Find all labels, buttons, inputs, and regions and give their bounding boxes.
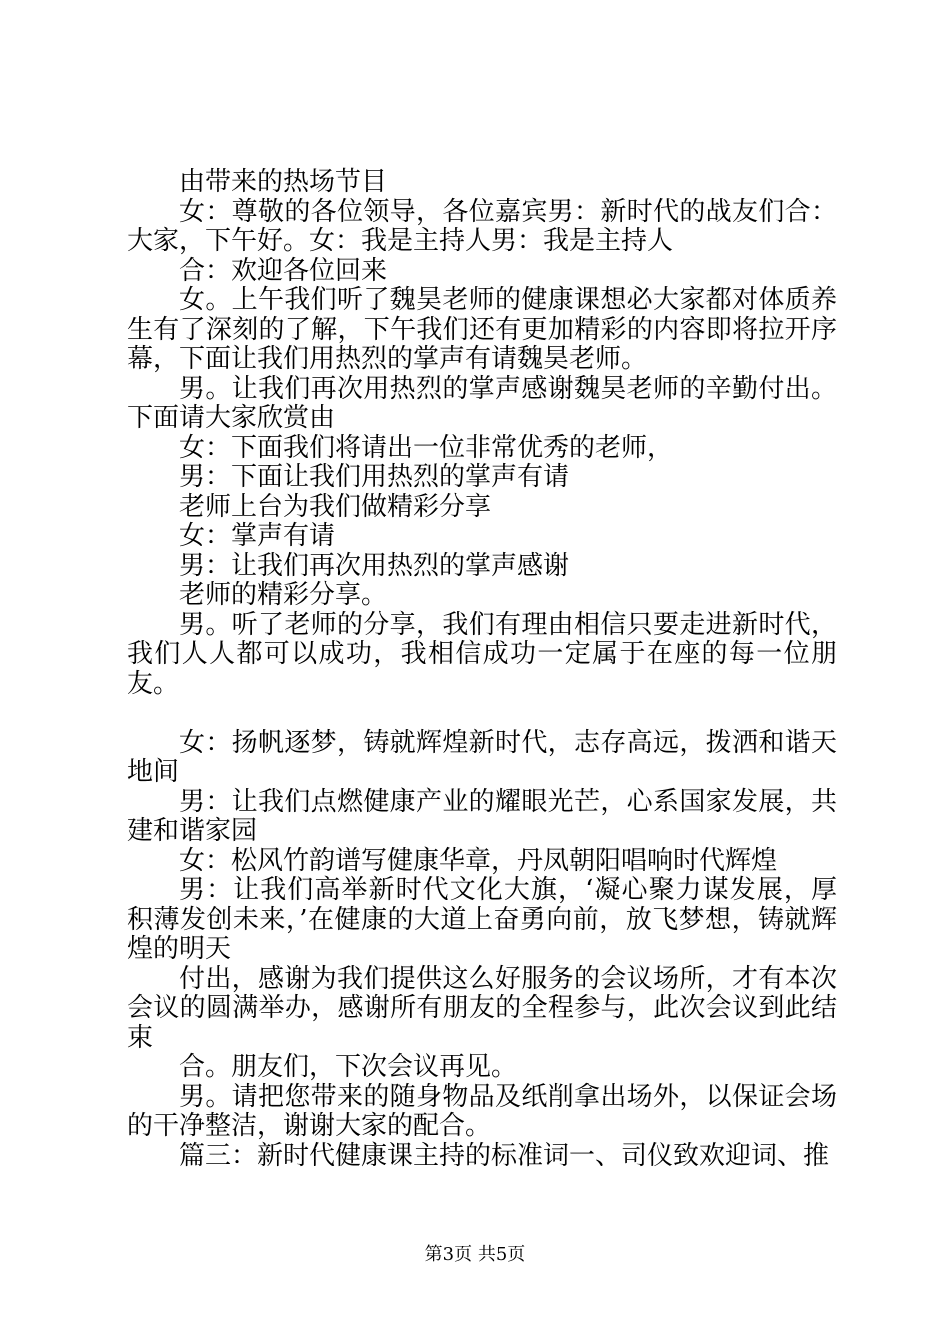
paragraph: 男。听了老师的分享，我们有理由相信只要走进新时代，我们人人都可以成功，我相信成功一定属于在座的每一位朋友。 bbox=[127, 609, 837, 699]
paragraph: 女：下面我们将请出一位非常优秀的老师， bbox=[179, 432, 674, 463]
page-number-footer: 第3页 共5页 bbox=[424, 1244, 526, 1265]
paragraph: 付出，感谢为我们提供这么好服务的会议场所，才有本次会议的圆满举办，感谢所有朋友的全程参与，此次会议到此结束 bbox=[127, 963, 837, 1053]
paragraph: 男：让我们点燃健康产业的耀眼光芒，心系国家发展，共建和谐家园 bbox=[127, 786, 837, 846]
paragraph: 合：欢迎各位回来 bbox=[179, 255, 388, 286]
blank-line bbox=[127, 699, 837, 729]
paragraph: 合。朋友们，下次会议再见。 bbox=[179, 1052, 518, 1082]
paragraph: 女：掌声有请 bbox=[179, 521, 336, 551]
paragraph: 篇三：新时代健康课主持的标准词一、司仪致欢迎词、推 bbox=[179, 1140, 830, 1171]
paragraph: 男：让我们再次用热烈的掌声感谢 bbox=[179, 550, 570, 581]
paragraph: 女：扬帆逐梦，铸就辉煌新时代，志存高远，拨洒和谐天地间 bbox=[127, 727, 837, 787]
paragraph: 女：尊敬的各位领导，各位嘉宾男：新时代的战友们合：大家，下午好。女：我是主持人男：我是主持人 bbox=[127, 196, 837, 256]
paragraph: 老师的精彩分享。 bbox=[179, 580, 388, 610]
paragraph: 男：让我们高举新时代文化大旗，‘凝心聚力谋发展，厚积薄发创未来，’在健康的大道上奋勇向前，放飞梦想，铸就辉煌的明天 bbox=[127, 875, 837, 964]
document-body bbox=[127, 168, 837, 1171]
paragraph: 老师上台为我们做精彩分享 bbox=[179, 491, 492, 522]
paragraph: 女：松风竹韵谱写健康华章，丹凤朝阳唱响时代辉煌 bbox=[179, 845, 778, 876]
paragraph: 男：下面让我们用热烈的掌声有请 bbox=[179, 462, 570, 492]
paragraph: 女。上午我们听了魏昊老师的健康课想必大家都对体质养生有了深刻的了解，下午我们还有更加精彩的内容即将拉开序幕，下面让我们用热烈的掌声有请魏昊老师。 bbox=[127, 285, 837, 374]
paragraph: 男。让我们再次用热烈的掌声感谢魏昊老师的辛勤付出。下面请大家欣赏由 bbox=[127, 373, 837, 433]
paragraph: 男。请把您带来的随身物品及纸削拿出场外，以保证会场的干净整洁，谢谢大家的配合。 bbox=[127, 1081, 837, 1141]
paragraph: 由带来的热场节目 bbox=[179, 167, 388, 197]
